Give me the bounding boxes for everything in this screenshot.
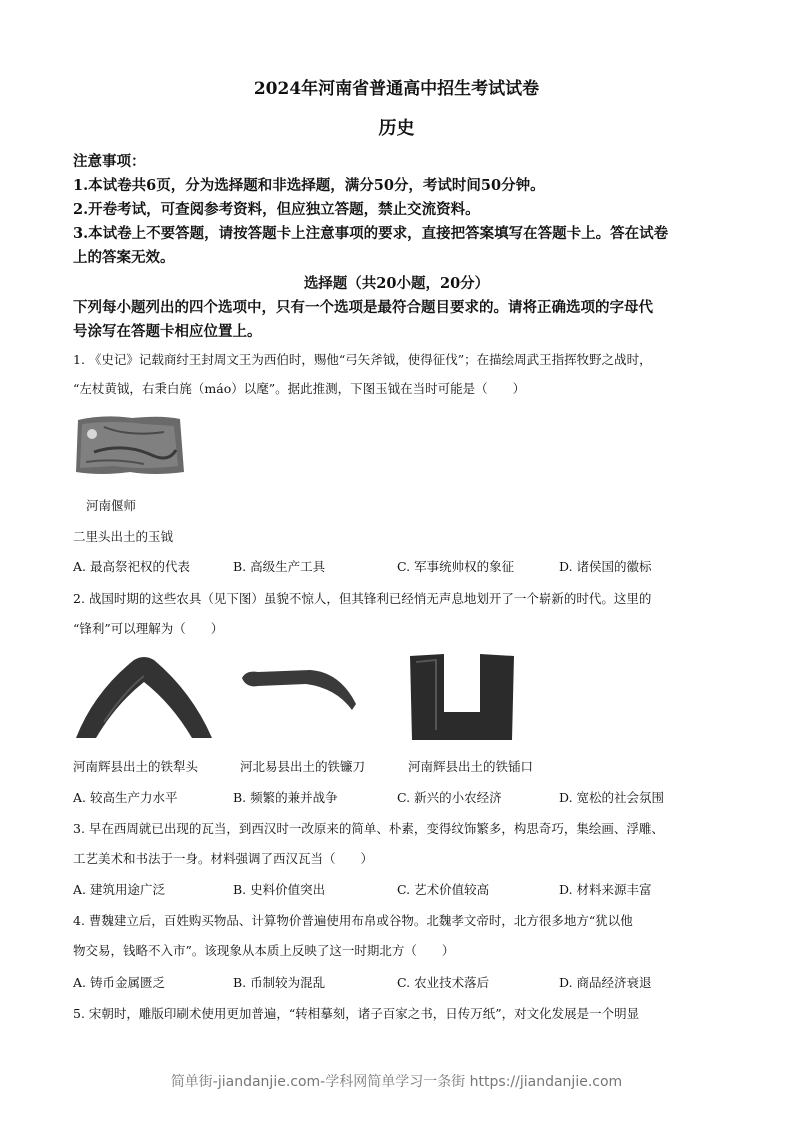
question-stem: 4. 曹魏建立后，百姓购买物品、计算物价普遍使用布帛或谷物。北魏孝文帝时，北方很多地方“犹以他 bbox=[73, 913, 633, 928]
option-a: A. 最高祭祀权的代表 bbox=[73, 559, 190, 574]
option-b: B. 高级生产工具 bbox=[233, 559, 326, 574]
page-footer: 简单街-jiandanjie.com-学科网简单学习一条街 https://jiandanjie.com bbox=[170, 1074, 623, 1090]
notice-item: 1.本试卷共6页，分为选择题和非选择题，满分50分，考试时间50分钟。 bbox=[73, 177, 545, 194]
question-stem: 物交易，钱略不入市”。该现象从本质上反映了这一时期北方（ ） bbox=[73, 943, 455, 958]
question-stem: 工艺美术和书法于一身。材料强调了西汉瓦当（ ） bbox=[73, 851, 374, 866]
iron-sickle-image bbox=[240, 664, 360, 714]
notice-heading: 注意事项： bbox=[73, 153, 146, 170]
option-a: A. 较高生产力水平 bbox=[73, 790, 178, 805]
question-stem: 2. 战国时期的这些农具（见下图）虽貌不惊人，但其锋利已经悄无声息地划开了一个崭新的时代。这里的 bbox=[73, 591, 652, 606]
page-title: 2024年河南省普通高中招生考试试卷 bbox=[253, 79, 540, 99]
image-caption: 河南辉县出土的铁锸口 bbox=[408, 759, 534, 774]
option-c: C. 军事统帅权的象征 bbox=[397, 559, 515, 574]
question-stem: 5. 宋朝时，雕版印刷术使用更加普遍，“转相摹刻，诸子百家之书，日传万纸”，对文化发展是一个明显 bbox=[73, 1006, 640, 1021]
option-c: C. 农业技术落后 bbox=[397, 975, 490, 990]
jade-yue-image bbox=[74, 412, 186, 478]
subject-title: 历史 bbox=[378, 118, 415, 139]
question-stem: 1. 《史记》记载商纣王封周文王为西伯时，赐他“弓矢斧钺，使得征伐”；在描绘周武王指挥牧野之战时， bbox=[73, 352, 652, 367]
section-title: 选择题（共20小题，20分） bbox=[303, 275, 490, 292]
option-a: A. 铸币金属匮乏 bbox=[73, 975, 165, 990]
section-instruction: 号涂写在答题卡相应位置上。 bbox=[73, 323, 262, 340]
option-d: D. 材料来源丰富 bbox=[559, 882, 652, 897]
option-b: B. 频繁的兼并战争 bbox=[233, 790, 338, 805]
image-caption: 河北易县出土的铁镰刀 bbox=[240, 759, 366, 774]
image-caption: 河南辉县出土的铁犁头 bbox=[73, 759, 199, 774]
notice-item: 3.本试卷上不要答题，请按答题卡上注意事项的要求，直接把答案填写在答题卡上。答在试卷 bbox=[73, 225, 669, 242]
option-b: B. 史料价值突出 bbox=[233, 882, 326, 897]
notice-item: 2.开卷考试，可查阅参考资料，但应独立答题，禁止交流资料。 bbox=[73, 201, 480, 218]
option-d: D. 商品经济衰退 bbox=[559, 975, 652, 990]
option-c: C. 新兴的小农经济 bbox=[397, 790, 502, 805]
iron-spade-image bbox=[408, 650, 516, 742]
option-a: A. 建筑用途广泛 bbox=[73, 882, 165, 897]
section-instruction: 下列每小题列出的四个选项中，只有一个选项是最符合题目要求的。请将正确选项的字母代 bbox=[73, 299, 653, 316]
question-stem: 3. 早在西周就已出现的瓦当，到西汉时一改原来的简单、朴素，变得纹饰繁多，构思奇巧，集绘画、浮雕、 bbox=[73, 821, 664, 836]
iron-plow-image bbox=[74, 652, 214, 740]
question-stem: “左杖黄钺，右秉白旄（máo）以麾”。据此推测，下图玉钺在当时可能是（ ） bbox=[73, 381, 526, 396]
image-caption: 二里头出土的玉钺 bbox=[73, 529, 174, 544]
option-b: B. 币制较为混乱 bbox=[233, 975, 326, 990]
option-d: D. 宽松的社会氛围 bbox=[559, 790, 665, 805]
image-caption: 河南偃师 bbox=[86, 498, 137, 513]
notice-item: 上的答案无效。 bbox=[73, 249, 175, 266]
option-d: D. 诸侯国的徽标 bbox=[559, 559, 652, 574]
question-stem: “锋利”可以理解为（ ） bbox=[73, 621, 224, 636]
option-c: C. 艺术价值较高 bbox=[397, 882, 490, 897]
